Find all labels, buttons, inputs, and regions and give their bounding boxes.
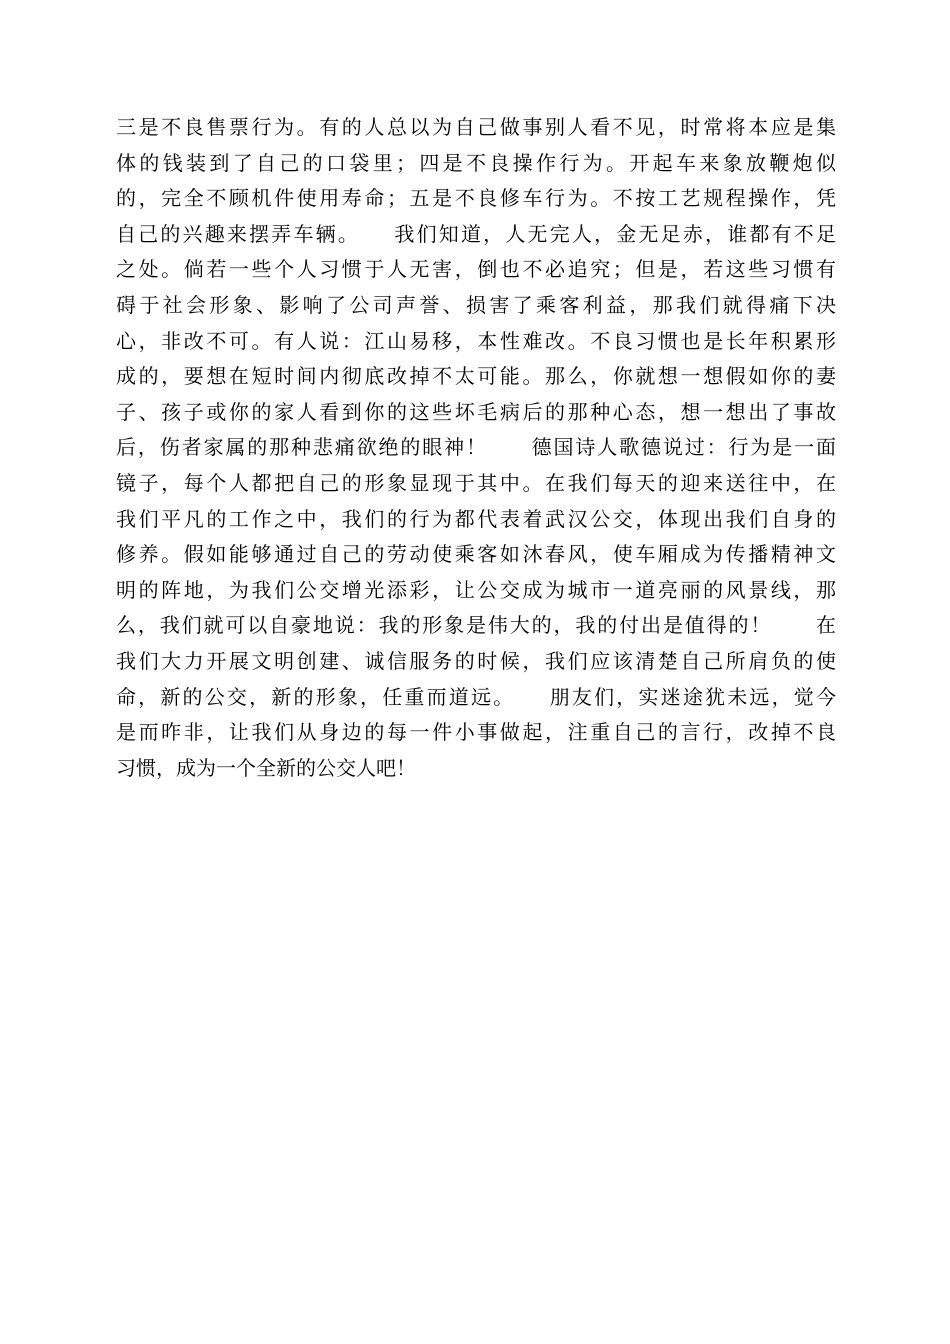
text-line: 我们平凡的工作之中，我们的行为都代表着武汉公交，体现出我们自身的 xyxy=(116,506,836,531)
text-line: 明的阵地，为我们公交增光添彩，让公交成为城市一道亮丽的风景线，那 xyxy=(116,577,836,602)
text-line: 三是不良售票行为。有的人总以为自己做事别人看不见，时常将本应是集 xyxy=(116,115,836,139)
text-line: 么，我们就可以自豪地说：我的形象是伟大的，我的付出是值得的！ 在 xyxy=(116,613,836,638)
text-line: 我们大力开展文明创建、诚信服务的时候，我们应该清楚自己所肩负的使 xyxy=(116,648,836,673)
text-line: 心，非改不可。有人说：江山易移，本性难改。不良习惯也是长年积累形 xyxy=(116,328,836,353)
text-line: 体的钱装到了自己的口袋里；四是不良操作行为。开起车来象放鞭炮似 xyxy=(116,150,836,175)
text-line: 自己的兴趣来摆弄车辆。 我们知道，人无完人，金无足赤，谁都有不足 xyxy=(116,221,836,246)
body-text xyxy=(116,110,836,786)
text-line: 之处。倘若一些个人习惯于人无害，倒也不必追究；但是，若这些习惯有 xyxy=(116,257,836,282)
text-line-last: 习惯，成为一个全新的公交人吧！ xyxy=(116,755,416,780)
text-line: 镜子，每个人都把自己的形象显现于其中。在我们每天的迎来送往中，在 xyxy=(116,470,836,495)
text-line: 修养。假如能够通过自己的劳动使乘客如沐春风，使车厢成为传播精神文 xyxy=(116,542,836,567)
text-line: 后，伤者家属的那种悲痛欲绝的眼神！ 德国诗人歌德说过：行为是一面 xyxy=(116,435,836,460)
text-line: 的，完全不顾机件使用寿命；五是不良修车行为。不按工艺规程操作，凭 xyxy=(116,186,836,211)
text-line: 成的，要想在短时间内彻底改掉不太可能。那么，你就想一想假如你的妻 xyxy=(116,364,836,389)
text-line: 子、孩子或你的家人看到你的这些坏毛病后的那种心态，想一想出了事故 xyxy=(116,399,836,424)
text-line: 碍于社会形象、影响了公司声誉、损害了乘客利益，那我们就得痛下决 xyxy=(116,292,836,317)
text-line: 是而昨非，让我们从身边的每一件小事做起，注重自己的言行，改掉不良 xyxy=(116,720,836,745)
text-line: 命，新的公交，新的形象，任重而道远。 朋友们，实迷途犹未远，觉今 xyxy=(116,684,836,709)
